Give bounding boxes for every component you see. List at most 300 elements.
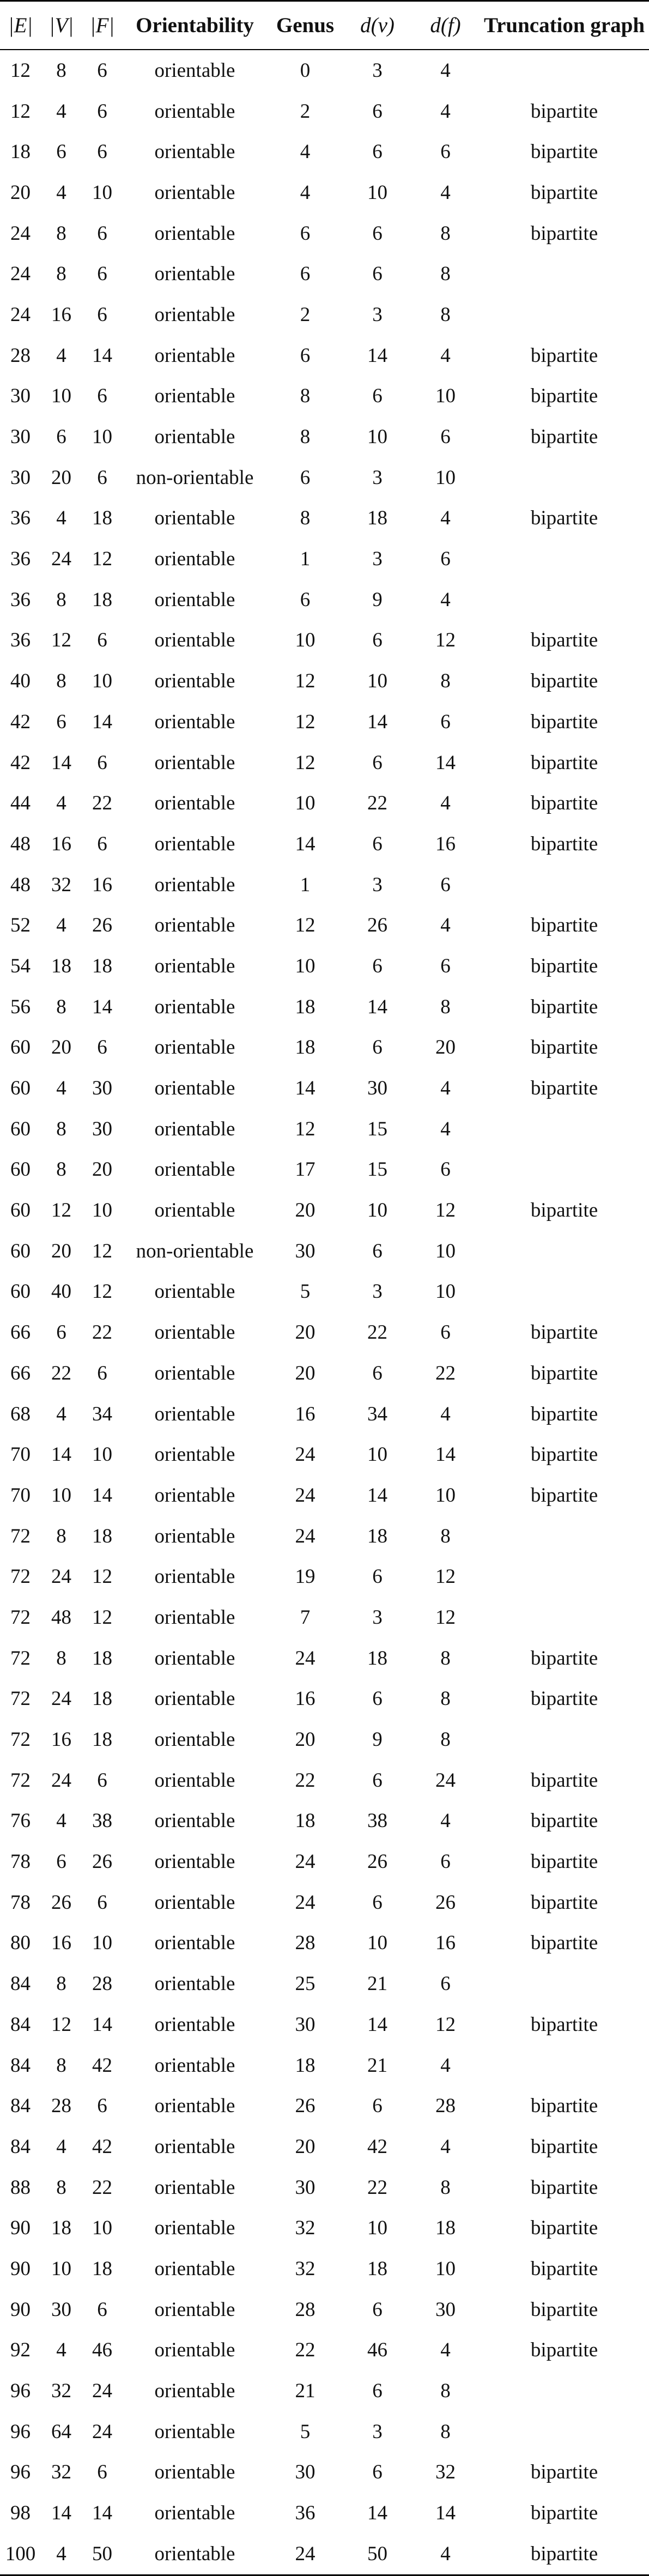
cell-truncation-graph: bipartite	[530, 2135, 598, 2158]
cell-orientability: orientable	[154, 1484, 235, 1507]
cell-edges: 60	[10, 1239, 31, 1262]
cell-vertex-degree: 14	[367, 995, 387, 1018]
cell-vertex-degree: 38	[367, 1810, 387, 1833]
cell-truncation-graph: bipartite	[530, 1402, 598, 1425]
cell-faces: 6	[97, 2461, 107, 2484]
cell-vertex-degree: 22	[367, 1321, 387, 1344]
cell-genus: 6	[300, 588, 311, 611]
cell-faces: 30	[92, 1077, 112, 1100]
cell-edges: 100	[0, 2533, 41, 2575]
cell-truncation-graph: bipartite	[530, 426, 598, 449]
cell-genus: 16	[295, 1402, 316, 1425]
cell-vertices: 30	[51, 2298, 71, 2321]
table-row	[0, 1272, 649, 1313]
cell-edges: 54	[10, 954, 31, 977]
cell-truncation-graph: bipartite	[530, 2298, 598, 2321]
cell-faces: 18	[92, 1525, 112, 1547]
cell-faces: 14	[92, 344, 112, 367]
cell-edges: 36	[10, 548, 31, 571]
cell-faces: 24	[92, 2380, 112, 2403]
cell-face-degree: 4	[440, 588, 451, 611]
table-header	[0, 1, 649, 50]
cell-edges: 78	[10, 1891, 31, 1914]
cell-truncation-graph	[480, 864, 649, 905]
header-genus: Genus	[267, 1, 343, 50]
cell-genus: 32	[295, 2217, 316, 2240]
cell-faces: 6	[97, 222, 107, 245]
cell-face-degree: 4	[440, 59, 451, 82]
cell-edges: 90	[10, 2217, 31, 2240]
cell-vertices: 4	[56, 507, 66, 530]
cell-genus: 22	[295, 2339, 316, 2362]
cell-truncation-graph: bipartite	[530, 2176, 598, 2199]
cell-vertex-degree: 6	[372, 954, 383, 977]
table-row	[0, 946, 649, 987]
cell-face-degree: 10	[435, 385, 456, 408]
cell-vertex-degree: 14	[367, 2502, 387, 2525]
cell-faces: 26	[92, 1851, 112, 1873]
cell-vertex-degree: 10	[367, 181, 387, 204]
cell-edges: 20	[10, 181, 31, 204]
cell-vertex-degree: 21	[367, 2054, 387, 2077]
cell-vertex-degree: 18	[367, 2257, 387, 2280]
cell-truncation-graph: bipartite	[530, 2461, 598, 2484]
cell-vertices: 8	[56, 670, 66, 693]
cell-truncation-graph: bipartite	[530, 507, 598, 530]
table-row	[0, 253, 649, 294]
cell-vertex-degree: 10	[367, 2217, 387, 2240]
cell-genus: 10	[295, 954, 316, 977]
cell-vertex-degree: 6	[372, 2461, 383, 2484]
cell-orientability: orientable	[154, 2054, 235, 2077]
cell-edges: 60	[10, 1158, 31, 1181]
cell-genus: 20	[295, 1728, 316, 1751]
cell-truncation-graph: bipartite	[530, 832, 598, 855]
cell-edges: 44	[10, 792, 31, 815]
cell-vertices: 8	[56, 2054, 66, 2077]
cell-genus: 10	[295, 629, 316, 652]
cell-vertex-degree: 30	[367, 1077, 387, 1100]
cell-vertex-degree: 15	[367, 1117, 387, 1140]
table-row	[0, 864, 649, 905]
cell-genus: 19	[295, 1565, 316, 1588]
cell-edges: 18	[10, 141, 31, 164]
cell-vertices: 18	[51, 2217, 71, 2240]
cell-orientability: orientable	[154, 263, 235, 286]
cell-vertex-degree: 3	[372, 873, 383, 896]
cell-face-degree: 8	[440, 2176, 451, 2199]
cell-face-degree: 24	[435, 1769, 456, 1792]
table-row	[0, 1516, 649, 1557]
table-row	[0, 1109, 649, 1150]
table-row	[0, 2493, 649, 2533]
cell-vertex-degree: 15	[367, 1158, 387, 1181]
cell-faces: 18	[92, 1688, 112, 1710]
cell-vertices: 4	[56, 914, 66, 937]
cell-edges: 88	[10, 2176, 31, 2199]
cell-vertices: 16	[51, 303, 71, 326]
cell-face-degree: 10	[435, 1239, 456, 1262]
table-row	[0, 335, 649, 376]
cell-vertices: 48	[51, 1606, 71, 1629]
table-row	[0, 2126, 649, 2167]
table-row	[0, 1150, 649, 1190]
cell-genus: 20	[295, 1321, 316, 1344]
cell-edges: 12	[10, 100, 31, 123]
table-row	[0, 2208, 649, 2248]
cell-face-degree: 4	[440, 100, 451, 123]
cell-orientability: orientable	[154, 2339, 235, 2362]
cell-orientability: orientable	[154, 1769, 235, 1792]
cell-vertices: 32	[51, 2380, 71, 2403]
cell-truncation-graph	[480, 1150, 649, 1190]
cell-orientability: orientable	[154, 548, 235, 571]
cell-face-degree: 10	[435, 1280, 456, 1303]
cell-face-degree: 26	[435, 1891, 456, 1914]
cell-face-degree: 12	[435, 1199, 456, 1222]
cell-face-degree: 8	[440, 2420, 451, 2443]
table-row	[0, 416, 649, 457]
cell-genus: 2	[300, 100, 311, 123]
cell-faces: 14	[92, 995, 112, 1018]
table-row	[0, 620, 649, 661]
table-row	[0, 905, 649, 946]
cell-vertices: 6	[56, 1321, 66, 1344]
cell-truncation-graph: bipartite	[530, 1932, 598, 1955]
cell-faces: 18	[92, 588, 112, 611]
cell-truncation-graph	[480, 1231, 649, 1272]
header-vertex-degree: d(v)	[343, 1, 411, 50]
cell-face-degree: 8	[440, 1688, 451, 1710]
cell-truncation-graph: bipartite	[530, 1769, 598, 1792]
cell-face-degree: 4	[440, 344, 451, 367]
cell-edges: 60	[10, 1117, 31, 1140]
cell-genus: 8	[300, 385, 311, 408]
cell-truncation-graph: bipartite	[530, 2013, 598, 2036]
cell-faces: 22	[92, 1321, 112, 1344]
cell-face-degree: 8	[440, 1525, 451, 1547]
cell-edges: 72	[10, 1606, 31, 1629]
cell-vertex-degree: 18	[367, 1647, 387, 1670]
cell-orientability: orientable	[154, 426, 235, 449]
cell-vertices: 4	[56, 1402, 66, 1425]
cell-orientability: orientable	[154, 832, 235, 855]
cell-genus: 6	[300, 344, 311, 367]
cell-face-degree: 12	[435, 1606, 456, 1629]
cell-faces: 10	[92, 1932, 112, 1955]
cell-face-degree: 14	[435, 1443, 456, 1466]
cell-truncation-graph: bipartite	[530, 1321, 598, 1344]
cell-faces: 46	[92, 2339, 112, 2362]
cell-faces: 10	[92, 670, 112, 693]
cell-genus: 18	[295, 995, 316, 1018]
cell-edges: 60	[10, 1036, 31, 1059]
cell-orientability: orientable	[154, 303, 235, 326]
cell-faces: 6	[97, 1362, 107, 1384]
cell-edges: 40	[10, 670, 31, 693]
cell-genus: 18	[295, 2054, 316, 2077]
cell-vertex-degree: 6	[372, 2095, 383, 2118]
cell-truncation-graph: bipartite	[530, 1077, 598, 1100]
cell-face-degree: 14	[435, 2502, 456, 2525]
cell-vertices: 8	[56, 1525, 66, 1547]
cell-vertex-degree: 6	[372, 141, 383, 164]
cell-orientability: orientable	[154, 385, 235, 408]
cell-faces: 6	[97, 1036, 107, 1059]
cell-orientability: orientable	[154, 1443, 235, 1466]
cell-vertices: 6	[56, 1851, 66, 1873]
cell-truncation-graph: bipartite	[530, 100, 598, 123]
cell-orientability: orientable	[123, 2533, 267, 2575]
cell-truncation-graph: bipartite	[530, 2095, 598, 2118]
cell-vertex-degree: 6	[372, 385, 383, 408]
cell-faces: 20	[92, 1158, 112, 1181]
cell-vertices: 24	[51, 548, 71, 571]
cell-edges: 92	[10, 2339, 31, 2362]
cell-vertices: 16	[51, 1728, 71, 1751]
cell-genus: 24	[295, 1891, 316, 1914]
cell-vertex-degree: 22	[367, 792, 387, 815]
table-row	[0, 824, 649, 864]
table-row	[0, 1231, 649, 1272]
cell-vertices: 4	[56, 2339, 66, 2362]
cell-vertex-degree: 21	[367, 1973, 387, 1996]
cell-vertices: 8	[56, 588, 66, 611]
cell-faces: 18	[92, 507, 112, 530]
cell-faces: 14	[92, 2502, 112, 2525]
cell-face-degree: 6	[440, 426, 451, 449]
cell-vertices: 4	[56, 1810, 66, 1833]
cell-vertices: 14	[51, 2502, 71, 2525]
cell-vertex-degree: 14	[367, 1484, 387, 1507]
cell-truncation-graph	[480, 457, 649, 498]
cell-genus: 24	[295, 1647, 316, 1670]
cell-edges: 24	[10, 263, 31, 286]
header-face-degree: d(f)	[411, 1, 480, 50]
cell-orientability: orientable	[154, 2420, 235, 2443]
cell-face-degree: 10	[435, 1484, 456, 1507]
cell-genus: 24	[295, 1484, 316, 1507]
cell-face-degree: 8	[440, 2380, 451, 2403]
table-row	[0, 1394, 649, 1435]
header-vertices: |V|	[41, 1, 82, 50]
cell-orientability: orientable	[154, 2013, 235, 2036]
cell-vertex-degree: 6	[372, 2298, 383, 2321]
table-row	[0, 1679, 649, 1720]
cell-vertices: 20	[51, 1239, 71, 1262]
cell-vertex-degree: 3	[372, 2420, 383, 2443]
cell-edges: 30	[10, 385, 31, 408]
cell-genus: 14	[295, 832, 316, 855]
cell-orientability: orientable	[154, 670, 235, 693]
cell-vertex-degree: 42	[367, 2135, 387, 2158]
cell-genus: 0	[300, 59, 311, 82]
cell-edges: 70	[10, 1443, 31, 1466]
cell-vertex-degree: 10	[367, 1199, 387, 1222]
cell-vertices: 4	[41, 2533, 82, 2575]
cell-faces: 6	[97, 832, 107, 855]
table-row	[0, 661, 649, 702]
cell-orientability: orientable	[154, 995, 235, 1018]
cell-vertices: 8	[56, 1647, 66, 1670]
cell-orientability: orientable	[154, 954, 235, 977]
cell-truncation-graph: bipartite	[530, 2339, 598, 2362]
cell-vertices: 4	[56, 344, 66, 367]
cell-truncation-graph: bipartite	[530, 792, 598, 815]
cell-faces: 12	[92, 1606, 112, 1629]
cell-faces: 6	[97, 1769, 107, 1792]
cell-orientability: non-orientable	[136, 466, 254, 489]
cell-vertices: 20	[51, 466, 71, 489]
cell-orientability: orientable	[154, 222, 235, 245]
cell-faces: 18	[92, 1728, 112, 1751]
cell-vertices: 4	[56, 100, 66, 123]
cell-edges: 84	[10, 2135, 31, 2158]
cell-vertex-degree: 10	[367, 1443, 387, 1466]
cell-edges: 84	[10, 1973, 31, 1996]
cell-truncation-graph	[480, 1109, 649, 1150]
cell-genus: 2	[300, 303, 311, 326]
cell-genus: 26	[295, 2095, 316, 2118]
cell-edges: 24	[10, 222, 31, 245]
cell-vertices: 16	[51, 1932, 71, 1955]
cell-face-degree: 10	[435, 2257, 456, 2280]
cell-edges: 76	[10, 1810, 31, 1833]
cell-orientability: orientable	[154, 2461, 235, 2484]
cell-vertices: 4	[56, 181, 66, 204]
table-row	[0, 987, 649, 1027]
table-row	[0, 91, 649, 132]
cell-truncation-graph: bipartite	[530, 1443, 598, 1466]
cell-orientability: orientable	[154, 507, 235, 530]
cell-vertex-degree: 6	[372, 100, 383, 123]
cell-genus: 25	[295, 1973, 316, 1996]
header-faces: |F|	[82, 1, 123, 50]
cell-face-degree: 6	[440, 1973, 451, 1996]
cell-truncation-graph: bipartite	[530, 710, 598, 733]
cell-edges: 72	[10, 1565, 31, 1588]
cell-edges: 48	[10, 873, 31, 896]
header-edges: |E|	[0, 1, 41, 50]
cell-face-degree: 8	[440, 263, 451, 286]
cell-truncation-graph: bipartite	[530, 1688, 598, 1710]
cell-edges: 96	[10, 2461, 31, 2484]
cell-face-degree: 4	[440, 1077, 451, 1100]
cell-vertices: 6	[56, 141, 66, 164]
cell-faces: 10	[92, 426, 112, 449]
cell-vertices: 24	[51, 1769, 71, 1792]
cell-face-degree: 12	[435, 629, 456, 652]
cell-vertex-degree: 3	[372, 548, 383, 571]
cell-orientability: orientable	[154, 1688, 235, 1710]
cell-vertex-degree: 26	[367, 914, 387, 937]
table-row	[0, 1719, 649, 1760]
table-row	[0, 1068, 649, 1109]
cell-truncation-graph: bipartite	[530, 1036, 598, 1059]
cell-vertex-degree: 46	[367, 2339, 387, 2362]
cell-faces: 12	[92, 1565, 112, 1588]
cell-face-degree: 4	[440, 792, 451, 815]
cell-edges: 72	[10, 1525, 31, 1547]
cell-genus: 32	[295, 2257, 316, 2280]
cell-faces: 18	[92, 954, 112, 977]
cell-vertices: 10	[51, 2257, 71, 2280]
cell-orientability: orientable	[154, 2257, 235, 2280]
cell-orientability: orientable	[154, 1280, 235, 1303]
cell-orientability: orientable	[154, 873, 235, 896]
cell-genus: 5	[300, 2420, 311, 2443]
cell-genus: 20	[295, 1362, 316, 1384]
cell-faces: 6	[97, 263, 107, 286]
cell-genus: 12	[295, 670, 316, 693]
cell-genus: 1	[300, 548, 311, 571]
table-row	[0, 1434, 649, 1475]
cell-face-degree: 30	[435, 2298, 456, 2321]
cell-truncation-graph	[480, 2371, 649, 2411]
cell-genus: 16	[295, 1688, 316, 1710]
cell-genus: 30	[295, 2461, 316, 2484]
cell-face-degree: 4	[440, 507, 451, 530]
cell-truncation-graph: bipartite	[530, 2217, 598, 2240]
cell-truncation-graph	[480, 253, 649, 294]
cell-faces: 42	[92, 2054, 112, 2077]
cell-vertices: 14	[51, 751, 71, 774]
cell-edges: 52	[10, 914, 31, 937]
cell-truncation-graph: bipartite	[480, 2533, 649, 2575]
cell-truncation-graph: bipartite	[530, 344, 598, 367]
cell-face-degree: 4	[440, 2054, 451, 2077]
cell-face-degree: 8	[440, 1728, 451, 1751]
cell-truncation-graph: bipartite	[530, 1810, 598, 1833]
cell-orientability: orientable	[154, 1199, 235, 1222]
cell-genus: 30	[295, 2176, 316, 2199]
cell-face-degree: 4	[440, 1402, 451, 1425]
cell-edges: 70	[10, 1484, 31, 1507]
cell-truncation-graph	[480, 294, 649, 335]
cell-genus: 8	[300, 507, 311, 530]
cell-faces: 38	[92, 1810, 112, 1833]
table-row	[0, 1760, 649, 1801]
table-row	[0, 172, 649, 213]
cell-truncation-graph	[480, 1719, 649, 1760]
cell-orientability: orientable	[154, 1565, 235, 1588]
cell-vertex-degree: 9	[372, 588, 383, 611]
cell-orientability: orientable	[154, 792, 235, 815]
cell-face-degree: 6	[440, 873, 451, 896]
cell-faces: 42	[92, 2135, 112, 2158]
cell-genus: 30	[295, 2013, 316, 2036]
table-row	[0, 702, 649, 742]
header-truncation-graph: Truncation graph	[480, 1, 649, 50]
table-row	[0, 1801, 649, 1842]
table-row	[0, 539, 649, 579]
cell-orientability: orientable	[154, 2380, 235, 2403]
cell-edges: 42	[10, 710, 31, 733]
cell-edges: 80	[10, 1932, 31, 1955]
cell-vertex-degree: 14	[367, 344, 387, 367]
cell-orientability: orientable	[154, 629, 235, 652]
cell-genus: 12	[295, 914, 316, 937]
cell-vertex-degree: 6	[372, 1891, 383, 1914]
cell-truncation-graph	[480, 579, 649, 620]
header-row	[0, 1, 649, 50]
cell-edges: 72	[10, 1769, 31, 1792]
table-row	[0, 1353, 649, 1394]
cell-faces: 12	[92, 1239, 112, 1262]
cell-vertices: 8	[56, 222, 66, 245]
cell-vertices: 4	[56, 2135, 66, 2158]
table-row	[0, 1882, 649, 1923]
